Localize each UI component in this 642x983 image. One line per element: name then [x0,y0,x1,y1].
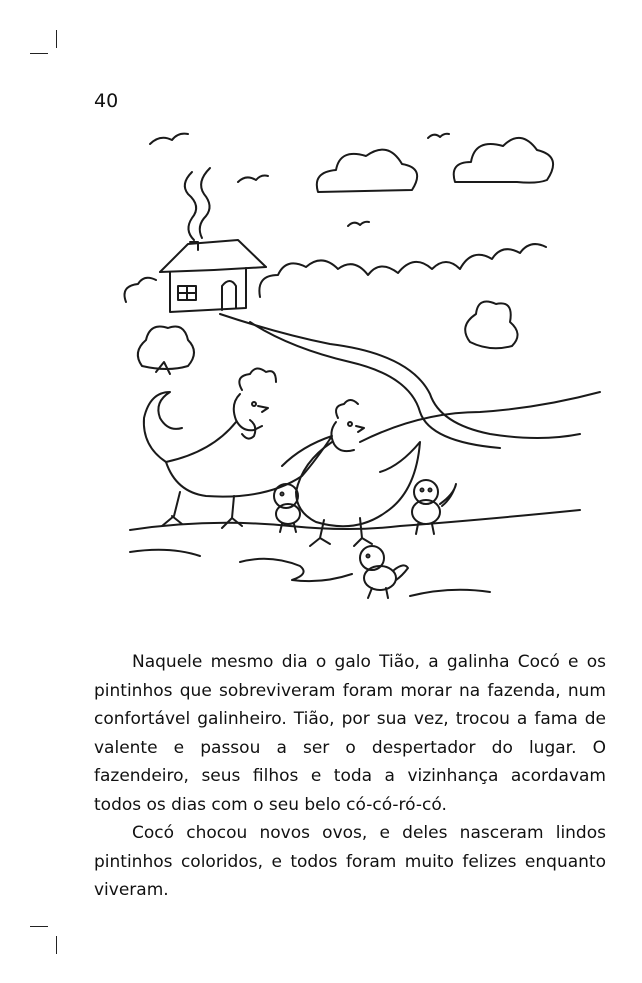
cloud-drawing [454,138,553,183]
hill-drawing [360,392,600,442]
crop-mark-bottom-vertical [56,936,57,954]
ground-drawing [130,550,200,556]
chick-drawing [360,546,408,598]
bush-drawing [138,327,194,370]
path-drawing [250,322,500,448]
bush-drawing [465,302,517,349]
paragraph: Cocó chocou novos ovos, e deles nasceram lindos pintinhos coloridos, e todos foram muito felizes enquanto viveram. [94,823,606,900]
smoke-drawing [200,168,210,238]
crop-mark-bottom-horizontal [30,926,48,927]
house-drawing [160,240,266,312]
hen-drawing [296,400,420,546]
crop-mark-top-horizontal [30,53,48,54]
bird-drawing [428,134,449,138]
bird-drawing [348,222,369,226]
treeline-drawing [259,244,546,297]
crop-mark-top-vertical [56,30,57,48]
cloud-drawing [317,150,417,192]
smoke-drawing [185,172,196,240]
chick-drawing [412,480,456,534]
paragraph: Naquele mesmo dia o galo Tião, a galinha Cocó e os pintinhos que sobreviveram foram morar na fazenda, num confortável galinheiro. Tião, por sua vez, trocou a fama de valente e passou a ser o despertador do lugar. O fazendeiro, seus filhos e toda a vizinhança acordavam todos os dias com o seu belo có-có-ró-có. [94,652,606,815]
ground-drawing [240,559,352,581]
bush-drawing [125,278,157,302]
page-number: 40 [94,90,119,112]
bird-drawing [238,176,268,183]
story-text [94,648,606,905]
bird-drawing [150,134,188,144]
path-drawing [220,314,580,438]
rooster-drawing [144,368,332,528]
hill-drawing [130,510,580,530]
ground-drawing [410,590,490,596]
farm-chickens-illustration [110,122,610,612]
